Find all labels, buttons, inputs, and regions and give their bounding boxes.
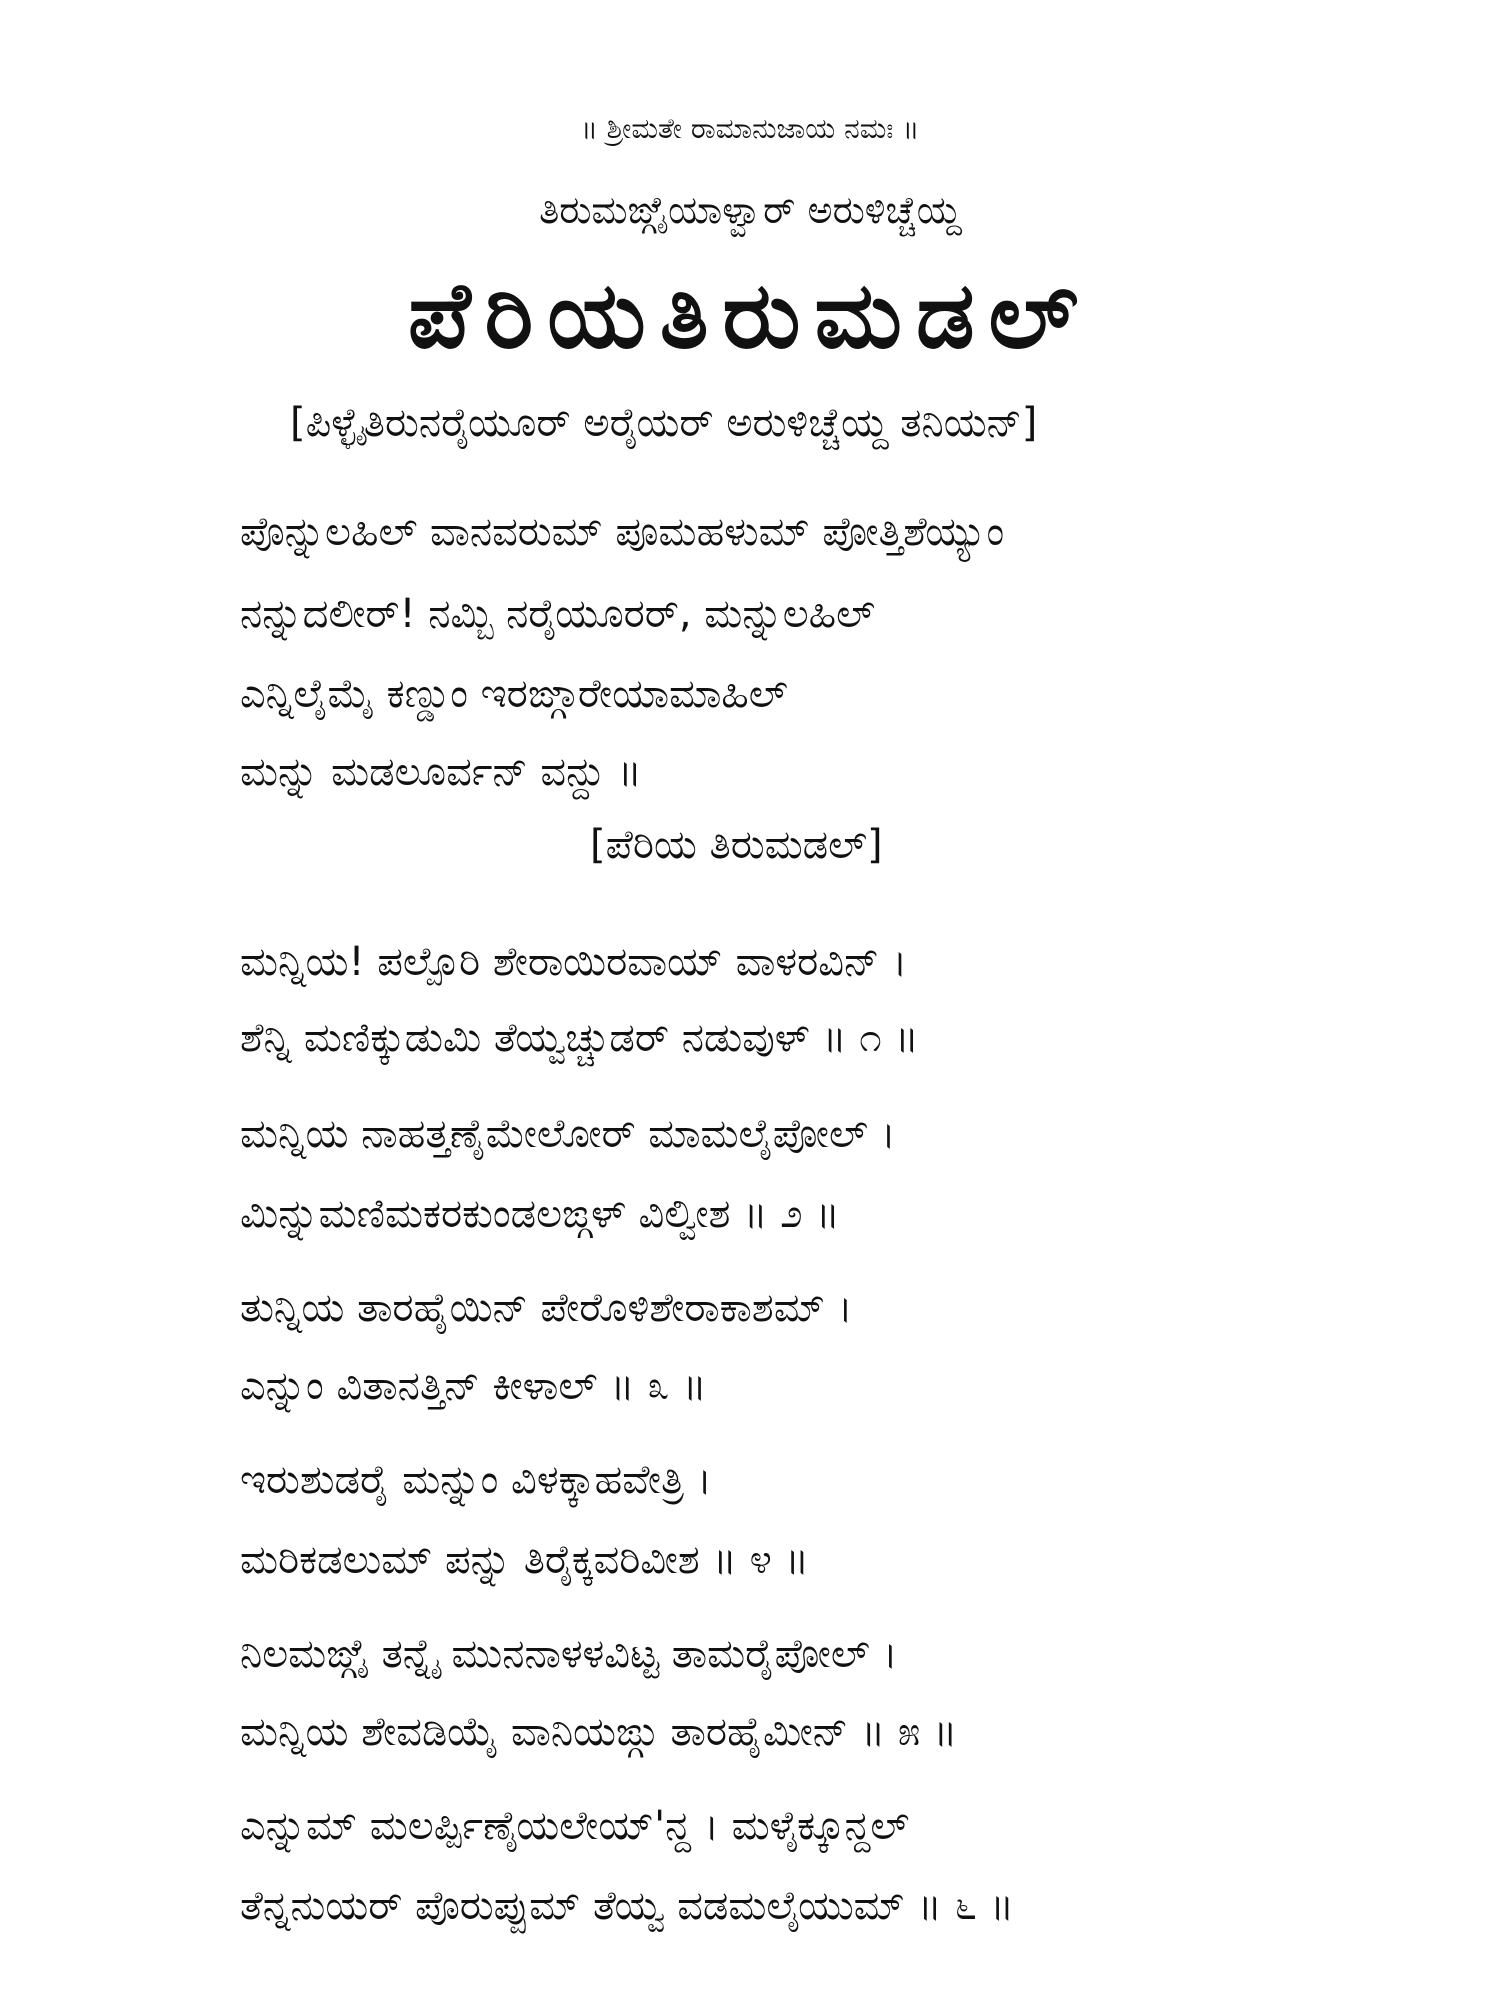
page-title: ಪೆರಿಯತಿರುಮಡಲ್ <box>408 262 1092 369</box>
verse-line: ಶೆನ್ನಿ ಮಣಿಕ್ಕುಡುಮಿ ತೆಯ್ವಚ್ಚುಡರ್ ನಡುವುಳ್ ॥ ೧ ॥ <box>240 1015 919 1061</box>
verse-line: ಮಿನ್ನುಮಣಿಮಕರಕುಂಡಲಙ್ಗಳ್ ವಿಲ್ವೀಶ ॥ ೨ ॥ <box>240 1191 840 1237</box>
thaniyan-line: ಎನ್ನಿಲೈಮೈ ಕಣ್ಡುಂ ಇರಙ್ಗಾರೇಯಾಮಾಹಿಲ್ <box>240 671 788 717</box>
verse-line: ತುನ್ನಿಯ ತಾರಹೈಯಿನ್ ಪೇರೊಳಿಶೇರಾಕಾಶಮ್ । <box>240 1285 853 1331</box>
verse-line: ತೆನ್ನನುಯರ್ ಪೊರುಪ್ಪುಮ್ ತೆಯ್ವ ವಡಮಲೈಯುಮ್ ॥ ೬ ॥ <box>240 1883 1015 1929</box>
thaniyan-line: ನನ್ನುದಲೀರ್! ನಮ್ಬಿ ನರೈಯೂರರ್, ಮನ್ನುಲಹಿಲ್ <box>240 591 875 637</box>
verse-line: ಮನ್ನಿಯ ಶೇವಡಿಯೈ ವಾನಿಯಙ್ಗು ತಾರಹೈಮೀನ್ ॥ ೫ ॥ <box>240 1709 958 1755</box>
verse-line: ಎನ್ನುಮ್ ಮಲರ್ಪ್ಪಿಣೈಯಲೇಯ್'ನ್ದ । ಮಳೈಕ್ಕೂನ್ದಲ್ <box>240 1803 910 1849</box>
verse-line: ಎನ್ನುಂ ವಿತಾನತ್ತಿನ್ ಕೀಳಾಲ್ ॥ ೩ ॥ <box>240 1363 707 1409</box>
verse-line: ಮನ್ನಿಯ ನಾಹತ್ತಣೈಮೇಲೋರ್ ಮಾಮಲೈಪೋಲ್ । <box>240 1111 896 1157</box>
thaniyan-line: ಮನ್ನು ಮಡಲೂರ್ವನ್ ವನ್ದು ॥ <box>240 749 642 795</box>
thaniyan-heading: [ಪಿಳ್ಳೈತಿರುನರೈಯೂರ್ ಅರೈಯರ್ ಅರುಳಿಚ್ಚೆಯ್ದ ತನಿಯನ್] <box>290 400 1038 446</box>
verse-line: ಇರುಶುಡರೈ ಮನ್ನುಂ ವಿಳಕ್ಕಾಹವೇತ್ರಿ । <box>240 1457 712 1503</box>
thaniyan-line: ಪೊನ್ನುಲಹಿಲ್ ವಾನವರುಮ್ ಪೂಮಹಳುಮ್ ಪೋತ್ತಿಶೆಯ್ಯುಂ <box>240 509 1005 555</box>
verse-line: ಮನ್ನಿಯ! ಪಲ್ಪೊರಿ ಶೇರಾಯಿರವಾಯ್ ವಾಳರವಿನ್ । <box>240 939 908 985</box>
verse-line: ನಿಲಮಙ್ಗೈ ತನ್ನೈ ಮುನನಾಳಳವಿಟ್ಟ ತಾಮರೈಪೋಲ್ । <box>240 1631 898 1677</box>
attribution-line: ತಿರುಮಙ್ಗೈಯಾಳ್ವಾರ್ ಅರುಳಿಚ್ಚೆಯ್ದ <box>539 188 961 232</box>
verse-line: ಮರಿಕಡಲುಮ್ ಪನ್ನು ತಿರೈಕ್ಕವರಿವೀಶ ॥ ೪ ॥ <box>240 1537 810 1583</box>
invocation-line: ॥ ಶ್ರೀಮತೇ ರಾಮಾನುಜಾಯ ನಮಃ ॥ <box>580 112 920 145</box>
section-heading: [ಪೆರಿಯ ತಿರುಮಡಲ್] <box>590 822 883 868</box>
